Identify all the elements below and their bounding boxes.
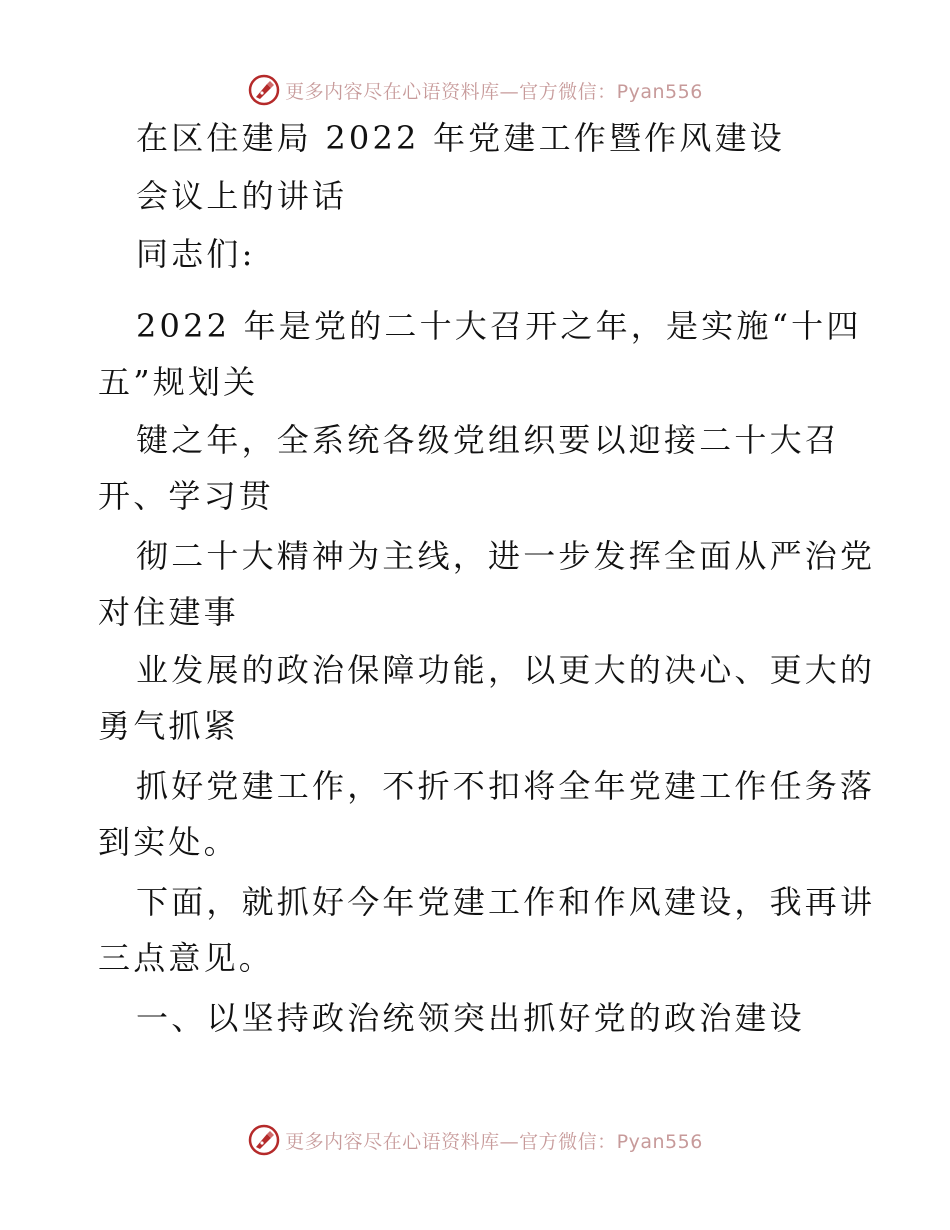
document-title-line-2: 会议上的讲话 (136, 177, 348, 215)
pen-nib-logo-icon (247, 1123, 281, 1157)
paragraph-line: 彻二十大精神为主线，进一步发挥全面从严治党 (136, 537, 876, 575)
header-banner-text (285, 77, 703, 104)
paragraph-line: 到实处。 (98, 823, 239, 861)
pen-nib-logo-icon (247, 73, 281, 107)
footer-banner-text (285, 1127, 703, 1154)
paragraph-line: 2022 年是党的二十大召开之年，是实施“十四 (136, 307, 862, 345)
paragraph-line: 勇气抓紧 (98, 707, 239, 745)
paragraph-line: 键之年，全系统各级党组织要以迎接二十大召 (136, 421, 841, 459)
paragraph-line: 开、学习贯 (98, 477, 275, 515)
paragraph-line: 抓好党建工作，不折不扣将全年党建工作任务落 (136, 767, 876, 805)
paragraph-line: 对住建事 (98, 593, 239, 631)
paragraph-line: 三点意见。 (98, 939, 275, 977)
header-banner (0, 70, 950, 110)
section-heading-1: 一、以坚持政治统领突出抓好党的政治建设 (136, 999, 805, 1037)
header-banner-label: 更多内容尽在心语资料库—官方微信： (285, 80, 617, 103)
footer-banner-handle: Pyan556 (616, 1130, 703, 1153)
salutation: 同志们: (136, 235, 256, 273)
paragraph-line: 五”规划关 (98, 363, 259, 401)
paragraph-line: 下面，就抓好今年党建工作和作风建设，我再讲 (136, 883, 876, 921)
footer-banner-label: 更多内容尽在心语资料库—官方微信： (285, 1130, 617, 1153)
document-title-line-1: 在区住建局 2022 年党建工作暨作风建设 (136, 119, 785, 157)
footer-banner (0, 1120, 950, 1160)
paragraph-line: 业发展的政治保障功能，以更大的决心、更大的 (136, 651, 876, 689)
header-banner-handle: Pyan556 (616, 80, 703, 103)
